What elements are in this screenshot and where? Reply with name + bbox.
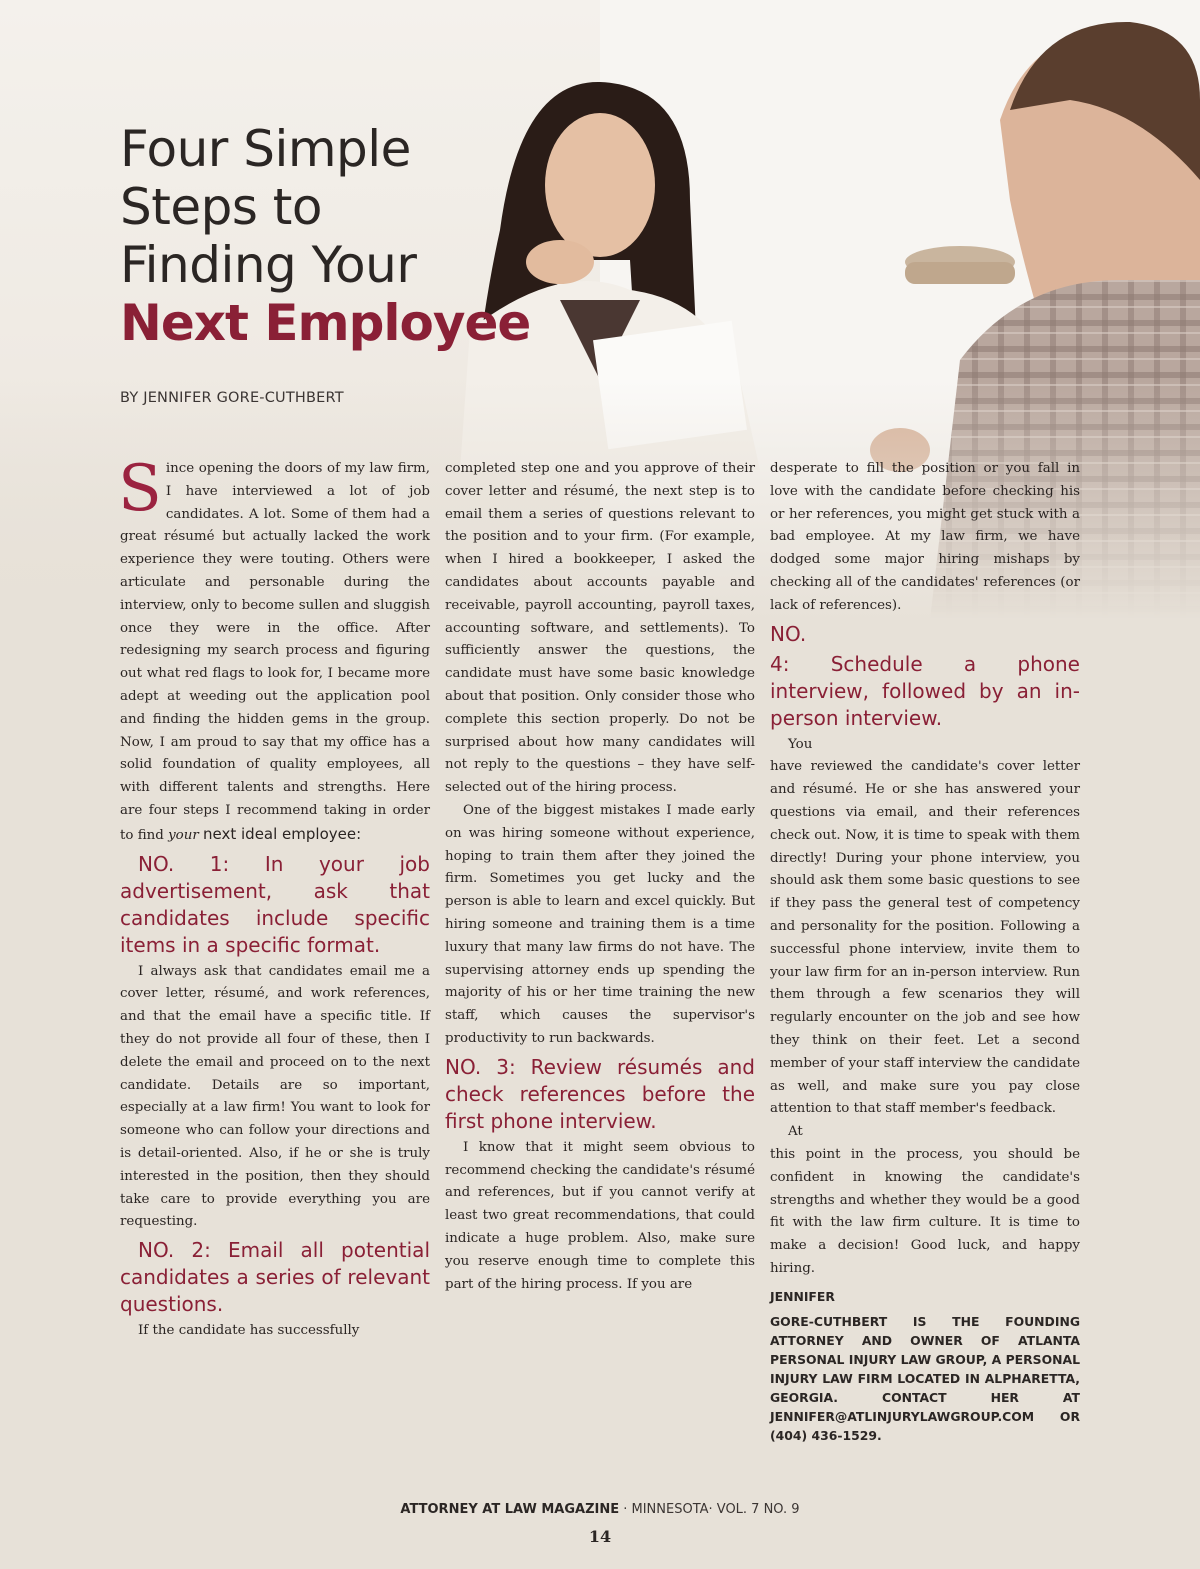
step2-heading: NO. 2: Email all potential candidates a series of relevant questions. xyxy=(120,1238,430,1317)
step3-paragraph-continued: desperate to fill the position or you fall in love with the candidate before checking his or her references, you might get stuck with a bad employee. At my law firm, we have dodged some major hiring mishaps by checking all of the candidates' references (or lack of references). xyxy=(770,461,1080,613)
step4-heading: NO. xyxy=(770,621,807,646)
step4-heading-continued: 4: Schedule a phone interview, followed by an in-person interview. xyxy=(770,651,1080,730)
title-accent: Next Employee xyxy=(120,294,531,352)
step2-paragraph-2: One of the biggest mistakes I made early on was hiring someone without experience, hoping to train them after they joined the firm. Sometimes you get lucky and the person is able to learn and excel quickly. But hiring someone and training them is a time luxury that many law firms do not have. The supervising attorney ends up spending the majority of his or her time training the new staff, which causes the supervisor's productivity to run backwards. xyxy=(445,802,755,1046)
issue-info: · MINNESOTA· VOL. 7 NO. 9 xyxy=(619,1502,800,1517)
step2-paragraph-start-continued: completed step one and you approve of their cover letter and résumé, the next step is to email them a series of questions relevant to the position and to your firm. (For example, when I hired a bookkeeper, I asked the candidates about accounts payable and receivable, payroll accounting, payroll taxes, accounting software, and settlements). To sufficiently answer the questions, the candidate must have some basic knowledge about that position. Only consider those who complete this section properly. Do not be surprised about how many candidates will not reply to the questions – they have self-selected out of the hiring process. xyxy=(445,461,755,796)
author-bio-continued: GORE-CUTHBERT IS THE FOUNDING ATTORNEY AND OWNER OF ATLANTA PERSONAL INJURY LAW GROUP, A PERSONAL INJURY LAW FIRM LOCATED IN ALPHARETTA, GEORGIA. CONTACT HER AT JENNIFER@ATLINJURYLAWGROUP.COM OR (404) 436-1529. xyxy=(770,1313,1080,1443)
step4-paragraph-1: You xyxy=(788,736,813,752)
page-number: 14 xyxy=(588,1527,612,1546)
column-3 xyxy=(770,458,1080,1445)
intro-main: ince opening the doors of my law firm, I have interviewed a lot of job candidates. A lot. Some of them had a great résumé but actually lacked the work experience they were touting. Others were articulate and personable during the interview, only to become sullen and sluggish once they were in the office. After redesigning my search process and figuring out what red flags to look for, I became more adept at weeding out the application pool and finding the hidden gems in the group. Now, I am proud to say that my office has a solid foundation of quality employees, all with different talents and strengths. Here are four steps I recommend taking in order to find xyxy=(120,461,430,843)
step2-paragraph-start xyxy=(120,1320,430,1343)
title-line-3: Finding Your xyxy=(120,236,417,294)
step3-heading: NO. 3: Review résumés and check references before the first phone interview. xyxy=(445,1054,755,1133)
step1-paragraph: I always ask that candidates email me a cover letter, résumé, and work references, and that the email have a specific title. If they do not provide all four of these, then I delete the email and proceed on to the next candidate. Details are so important, especially at a law firm! You want to look for someone who can follow your directions and is detail-oriented. Also, if he or she is truly interested in the position, then they should take care to provide everything you are requesting. xyxy=(120,963,430,1230)
step3-paragraph: I know that it might seem obvious to recommend checking the candidate's résumé and references, but if you cannot verify at least two great recommendations, that could indicate a huge problem. Also, make sure you reserve enough time to complete this part of the hiring process. If you are xyxy=(445,1139,755,1292)
step1-heading: NO. 1: In your job advertisement, ask that candidates include specific items in a specific format. xyxy=(120,851,430,957)
magazine-name: ATTORNEY AT LAW MAGAZINE xyxy=(400,1502,620,1517)
column-2 xyxy=(445,458,755,1296)
intro-your: your xyxy=(168,827,199,843)
step4-paragraph-2-continued: this point in the process, you should be confident in knowing the candidate's strengths and whether they would be a good fit with the law firm culture. It is time to make a decision! Good luck, and happy hiring. xyxy=(770,1146,1080,1276)
title-line-1: Four Simple xyxy=(120,120,411,178)
column-1 xyxy=(118,452,430,1343)
step2-paragraph-1: If the candidate has successfully xyxy=(138,1323,360,1339)
page-footer xyxy=(0,1502,1200,1517)
intro-paragraph xyxy=(118,452,430,848)
intro-end: next ideal employee: xyxy=(203,824,362,843)
article-title xyxy=(120,120,580,352)
title-line-2: Steps to xyxy=(120,178,322,236)
author-bio: JENNIFER xyxy=(770,1288,835,1304)
step4-paragraph-1-continued: have reviewed the candidate's cover letter and résumé. He or she has answered your questions via email, and their references check out. Now, it is time to speak with them directly! During your phone interview, you should ask them some basic questions to see if they pass the general test of competency and personality for the position. Following a successful phone interview, invite them to your law firm for an in-person interview. Run them through a few scenarios they will regularly encounter on the job and see how they think on their feet. Let a second member of your staff interview the candidate as well, and make sure you pay close attention to that staff member's feedback. xyxy=(770,759,1080,1117)
byline: BY JENNIFER GORE-CUTHBERT xyxy=(120,390,344,406)
step4-paragraph-2: At xyxy=(788,1124,803,1140)
drop-cap: S xyxy=(118,452,162,526)
